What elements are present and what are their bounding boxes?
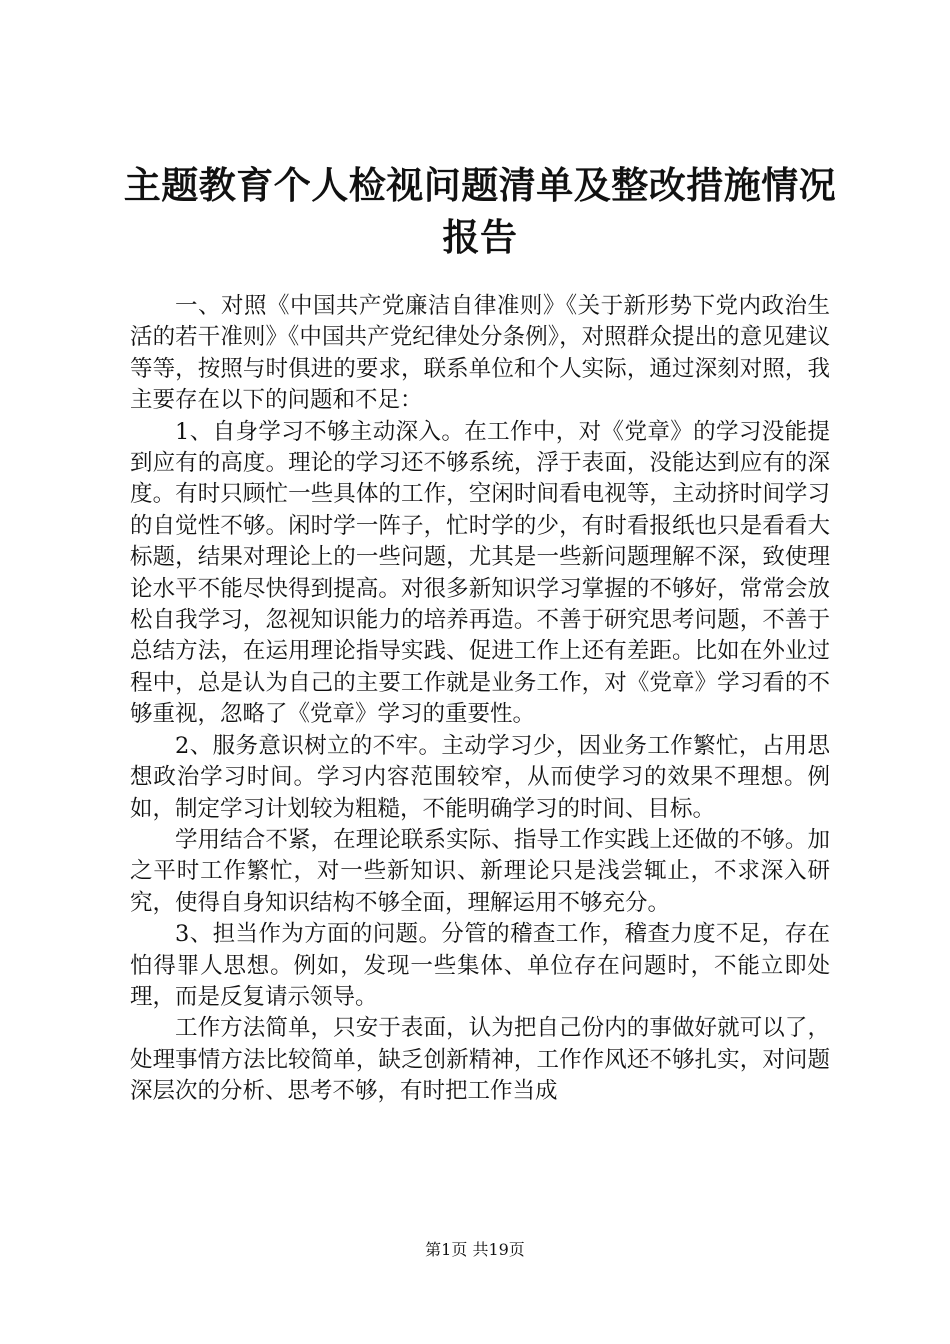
paragraph-item-2: 2、服务意识树立的不牢。主动学习少，因业务工作繁忙，占用思想政治学习时间。学习内容范围较窄，从而使学习的效果不理想。例如，制定学习计划较为粗糙，不能明确学习的时间、目标。 xyxy=(130,732,830,822)
document-body xyxy=(130,291,830,1108)
paragraph-item-3: 3、担当作为方面的问题。分管的稽查工作，稽查力度不足，存在怕得罪人思想。例如，发现一些集体、单位存在问题时，不能立即处理，而是反复请示领导。 xyxy=(130,921,830,1010)
paragraph-intro: 一、对照《中国共产党廉洁自律准则》《关于新形势下党内政治生活的若干准则》《中国共产党纪律处分条例》，对照群众提出的意见建议等等，按照与时俱进的要求，联系单位和个人实际，通过深刻对照，我主要存在以下的问题和不足： xyxy=(130,293,830,414)
paragraph-item-1: 1、自身学习不够主动深入。在工作中，对《党章》的学习没能提到应有的高度。理论的学习还不够系统，浮于表面，没能达到应有的深度。有时只顾忙一些具体的工作，空闲时间看电视等，主动挤时间学习的自觉性不够。闲时学一阵子，忙时学的少，有时看报纸也只是看看大标题，结果对理论上的一些问题，尤其是一些新问题理解不深，致使理论水平不能尽快得到提高。对很多新知识学习掌握的不够好，常常会放松自我学习，忽视知识能力的培养再造。不善于研究思考问题，不善于总结方法，在运用理论指导实践、促进工作上还有差距。比如在外业过程中，总是认为自己的主要工作就是业务工作，对《党章》学习看的不够重视，忽略了《党章》学习的重要性。 xyxy=(130,418,830,728)
paragraph-item-2-cont: 学用结合不紧，在理论联系实际、指导工作实践上还做的不够。加之平时工作繁忙，对一些新知识、新理论只是浅尝辄止，不求深入研究，使得自身知识结构不够全面，理解运用不够充分。 xyxy=(130,826,830,916)
paragraph-item-3-cont: 工作方法简单，只安于表面，认为把自己份内的事做好就可以了，处理事情方法比较简单，缺乏创新精神，工作作风还不够扎实，对问题深层次的分析、思考不够，有时把工作当成 xyxy=(130,1015,830,1105)
document-title: 主题教育个人检视问题清单及整改措施情况报告 xyxy=(123,164,837,259)
page-footer: 第1页 共19页 xyxy=(425,1240,525,1259)
